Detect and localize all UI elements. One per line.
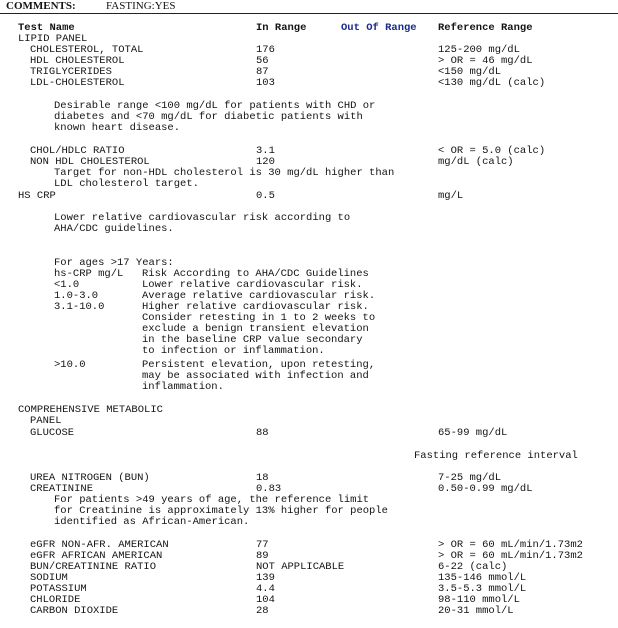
test-value: 4.4 <box>256 583 275 595</box>
test-reference: 135-146 mmol/L <box>438 572 527 584</box>
non-hdl-note-line: LDL cholesterol target. <box>54 178 199 190</box>
test-name: POTASSIUM <box>30 583 87 595</box>
test-name: CREATININE <box>30 483 94 495</box>
test-value: 139 <box>256 572 275 584</box>
test-reference: 65-99 mg/dL <box>438 427 508 439</box>
test-value: 0.83 <box>256 483 282 495</box>
test-value: 120 <box>256 156 275 168</box>
cmp-title-continued: PANEL <box>30 415 62 427</box>
hscrp-risk-line: Lower relative cardiovascular risk. <box>142 279 363 291</box>
test-value: 89 <box>256 550 269 562</box>
header-divider <box>0 13 618 14</box>
comments-value: FASTING:YES <box>106 0 176 12</box>
test-reference: 7-25 mg/dL <box>438 472 502 484</box>
test-reference: 125-200 mg/dL <box>438 44 520 56</box>
test-reference: mg/dL (calc) <box>438 156 514 168</box>
test-reference: 98-110 mmol/L <box>438 594 520 606</box>
hscrp-range: 3.1-10.0 <box>54 301 105 313</box>
hscrp-risk-line: to infection or inflammation. <box>142 345 325 357</box>
test-reference: <130 mg/dL (calc) <box>438 77 546 89</box>
hscrp-risk-line: Higher relative cardiovascular risk. <box>142 301 369 313</box>
test-value: 3.1 <box>256 145 275 157</box>
hscrp-table-header-range: hs-CRP mg/L <box>54 268 124 280</box>
test-name: NON HDL CHOLESTEROL <box>30 156 150 168</box>
creatinine-note-line: identified as African-American. <box>54 516 250 528</box>
hscrp-range: <1.0 <box>54 279 80 291</box>
creatinine-note-line: for Creatinine is approximately 13% higher for people <box>54 505 388 517</box>
test-reference: < OR = 5.0 (calc) <box>438 145 546 157</box>
test-name: CHOL/HDLC RATIO <box>30 145 125 157</box>
test-reference: 3.5-5.3 mmol/L <box>438 583 527 595</box>
test-reference: mg/L <box>438 190 464 202</box>
non-hdl-note-line: Target for non-HDL cholesterol is 30 mg/dL higher than <box>54 167 395 179</box>
test-reference: 20-31 mmol/L <box>438 605 514 617</box>
test-name: UREA NITROGEN (BUN) <box>30 472 150 484</box>
hscrp-risk-line: Average relative cardiovascular risk. <box>142 290 376 302</box>
header-in-range: In Range <box>256 22 307 34</box>
test-value: 18 <box>256 472 269 484</box>
lipid-panel-title: LIPID PANEL <box>18 33 88 45</box>
hscrp-table-header-risk: Risk According to AHA/CDC Guidelines <box>142 268 369 280</box>
test-value: 77 <box>256 539 269 551</box>
hscrp-risk-line: may be associated with infection and <box>142 370 369 382</box>
test-name: eGFR AFRICAN AMERICAN <box>30 550 163 562</box>
fasting-interval-note: Fasting reference interval <box>414 450 578 462</box>
test-reference: > OR = 60 mL/min/1.73m2 <box>438 539 583 551</box>
hscrp-note-line: AHA/CDC guidelines. <box>54 223 174 235</box>
hscrp-risk-line: Consider retesting in 1 to 2 weeks to <box>142 312 376 324</box>
test-value: 88 <box>256 427 269 439</box>
hscrp-note-line: Lower relative cardiovascular risk according to <box>54 212 351 224</box>
test-name: HDL CHOLESTEROL <box>30 55 125 67</box>
test-value: 28 <box>256 605 269 617</box>
ldl-note-line: known heart disease. <box>54 122 181 134</box>
hscrp-range: 1.0-3.0 <box>54 290 99 302</box>
test-name: BUN/CREATININE RATIO <box>30 561 157 573</box>
cmp-title: COMPREHENSIVE METABOLIC <box>18 404 163 416</box>
hscrp-ages-line: For ages >17 Years: <box>54 257 174 269</box>
hscrp-risk-line: in the baseline CRP value secondary <box>142 334 363 346</box>
test-reference: > OR = 60 mL/min/1.73m2 <box>438 550 583 562</box>
header-out-of-range: Out Of Range <box>341 22 417 34</box>
header-test-name: Test Name <box>18 22 75 34</box>
comments-label: COMMENTS: <box>6 0 76 12</box>
test-name: GLUCOSE <box>30 427 75 439</box>
hscrp-range: >10.0 <box>54 359 86 371</box>
ldl-note-line: Desirable range <100 mg/dL for patients with CHD or <box>54 100 376 112</box>
test-value: 87 <box>256 66 269 78</box>
test-value: NOT APPLICABLE <box>256 561 345 573</box>
test-name: CHOLESTEROL, TOTAL <box>30 44 144 56</box>
hscrp-risk-line: exclude a benign transient elevation <box>142 323 369 335</box>
test-name: SODIUM <box>30 572 68 584</box>
test-reference: 0.50-0.99 mg/dL <box>438 483 533 495</box>
test-reference: <150 mg/dL <box>438 66 502 78</box>
test-name: CARBON DIOXIDE <box>30 605 119 617</box>
test-name: HS CRP <box>18 190 56 202</box>
test-value: 104 <box>256 594 275 606</box>
creatinine-note-line: For patients >49 years of age, the reference limit <box>54 494 370 506</box>
test-value: 56 <box>256 55 269 67</box>
test-name: eGFR NON-AFR. AMERICAN <box>30 539 169 551</box>
test-value: 0.5 <box>256 190 275 202</box>
test-reference: 6-22 (calc) <box>438 561 508 573</box>
test-name: LDL-CHOLESTEROL <box>30 77 125 89</box>
test-value: 103 <box>256 77 275 89</box>
test-name: TRIGLYCERIDES <box>30 66 112 78</box>
hscrp-risk-line: Persistent elevation, upon retesting, <box>142 359 376 371</box>
test-value: 176 <box>256 44 275 56</box>
test-name: CHLORIDE <box>30 594 81 606</box>
test-reference: > OR = 46 mg/dL <box>438 55 533 67</box>
hscrp-risk-line: inflammation. <box>142 381 224 393</box>
ldl-note-line: diabetes and <70 mg/dL for diabetic patients with <box>54 111 363 123</box>
header-reference-range: Reference Range <box>438 22 533 34</box>
